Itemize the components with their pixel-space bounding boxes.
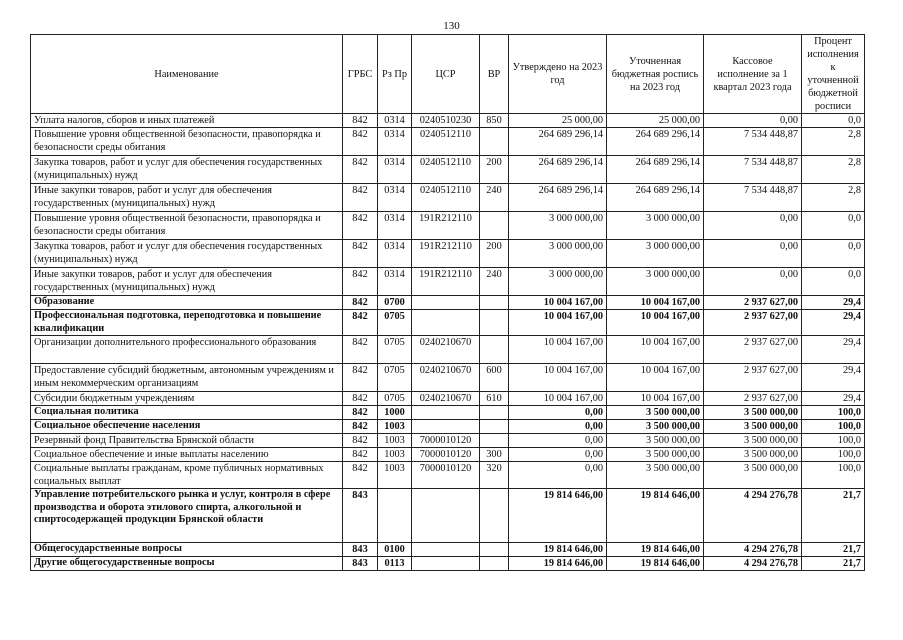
cell-rzpr: 0705 <box>378 336 412 364</box>
cell-rzpr: 0700 <box>378 296 412 310</box>
cell-approved: 10 004 167,00 <box>509 392 607 406</box>
cell-csr: 0240210670 <box>412 336 480 364</box>
cell-approved: 3 000 000,00 <box>509 240 607 268</box>
cell-name: Повышение уровня общественной безопасности, правопорядка и безопасности среды обитания <box>31 128 343 156</box>
cell-csr: 0240512110 <box>412 184 480 212</box>
cell-executed: 2 937 627,00 <box>704 392 802 406</box>
cell-revised: 10 004 167,00 <box>607 310 704 336</box>
cell-executed: 3 500 000,00 <box>704 462 802 489</box>
cell-grbs: 842 <box>343 462 378 489</box>
cell-executed: 3 500 000,00 <box>704 448 802 462</box>
cell-vr <box>480 434 509 448</box>
cell-csr: 0240512110 <box>412 156 480 184</box>
table-row <box>31 489 865 543</box>
cell-approved: 0,00 <box>509 434 607 448</box>
cell-percent: 100,0 <box>802 406 865 420</box>
cell-vr <box>480 336 509 364</box>
col-header-csr: ЦСР <box>412 35 480 114</box>
cell-vr: 200 <box>480 156 509 184</box>
cell-name: Другие общегосударственные вопросы <box>31 557 343 571</box>
cell-rzpr: 0314 <box>378 128 412 156</box>
cell-revised: 3 500 000,00 <box>607 406 704 420</box>
cell-csr <box>412 310 480 336</box>
cell-percent: 2,8 <box>802 156 865 184</box>
cell-approved: 19 814 646,00 <box>509 557 607 571</box>
cell-grbs: 842 <box>343 240 378 268</box>
cell-name: Образование <box>31 296 343 310</box>
cell-approved: 0,00 <box>509 462 607 489</box>
cell-rzpr: 1000 <box>378 406 412 420</box>
table-row <box>31 336 865 364</box>
cell-revised: 10 004 167,00 <box>607 392 704 406</box>
cell-percent: 100,0 <box>802 434 865 448</box>
cell-grbs: 842 <box>343 336 378 364</box>
cell-executed: 0,00 <box>704 240 802 268</box>
cell-rzpr: 0314 <box>378 156 412 184</box>
cell-approved: 0,00 <box>509 420 607 434</box>
cell-revised: 19 814 646,00 <box>607 543 704 557</box>
cell-percent: 100,0 <box>802 420 865 434</box>
cell-approved: 3 000 000,00 <box>509 268 607 296</box>
cell-vr: 610 <box>480 392 509 406</box>
table-row <box>31 448 865 462</box>
cell-grbs: 842 <box>343 434 378 448</box>
budget-table <box>30 34 865 571</box>
cell-grbs: 842 <box>343 114 378 128</box>
cell-approved: 10 004 167,00 <box>509 364 607 392</box>
cell-grbs: 843 <box>343 489 378 543</box>
cell-rzpr: 0314 <box>378 114 412 128</box>
cell-vr <box>480 420 509 434</box>
cell-rzpr: 0314 <box>378 268 412 296</box>
cell-executed: 7 534 448,87 <box>704 184 802 212</box>
cell-csr: 7000010120 <box>412 448 480 462</box>
cell-revised: 264 689 296,14 <box>607 184 704 212</box>
cell-revised: 25 000,00 <box>607 114 704 128</box>
cell-rzpr: 1003 <box>378 420 412 434</box>
cell-name: Закупка товаров, работ и услуг для обеспечения государственных (муниципальных) нужд <box>31 240 343 268</box>
cell-csr <box>412 543 480 557</box>
table-row <box>31 156 865 184</box>
cell-executed: 4 294 276,78 <box>704 489 802 543</box>
cell-vr: 300 <box>480 448 509 462</box>
cell-grbs: 842 <box>343 128 378 156</box>
table-row <box>31 212 865 240</box>
cell-name: Социальные выплаты гражданам, кроме публичных нормативных социальных выплат <box>31 462 343 489</box>
cell-executed: 2 937 627,00 <box>704 364 802 392</box>
cell-approved: 264 689 296,14 <box>509 156 607 184</box>
cell-percent: 100,0 <box>802 462 865 489</box>
cell-name: Иные закупки товаров, работ и услуг для обеспечения государственных (муниципальных) нужд <box>31 184 343 212</box>
cell-grbs: 842 <box>343 268 378 296</box>
cell-executed: 4 294 276,78 <box>704 557 802 571</box>
cell-name: Управление потребительского рынка и услуг, контроля в сфере производства и оборота этилового спирта, алкогольной и спиртосодержащей продукции Брянской области <box>31 489 343 543</box>
cell-percent: 29,4 <box>802 392 865 406</box>
cell-approved: 25 000,00 <box>509 114 607 128</box>
cell-percent: 21,7 <box>802 543 865 557</box>
cell-percent: 2,8 <box>802 128 865 156</box>
cell-executed: 2 937 627,00 <box>704 310 802 336</box>
cell-csr: 191R212110 <box>412 212 480 240</box>
cell-csr <box>412 489 480 543</box>
cell-vr: 240 <box>480 268 509 296</box>
cell-grbs: 842 <box>343 406 378 420</box>
cell-revised: 3 000 000,00 <box>607 268 704 296</box>
cell-vr <box>480 557 509 571</box>
col-header-percent: Процент исполнения к уточненной бюджетной росписи <box>802 35 865 114</box>
cell-approved: 10 004 167,00 <box>509 336 607 364</box>
table-row <box>31 543 865 557</box>
cell-approved: 264 689 296,14 <box>509 128 607 156</box>
cell-executed: 7 534 448,87 <box>704 156 802 184</box>
table-row <box>31 114 865 128</box>
cell-name: Профессиональная подготовка, переподготовка и повышение квалификации <box>31 310 343 336</box>
cell-name: Уплата налогов, сборов и иных платежей <box>31 114 343 128</box>
table-row <box>31 128 865 156</box>
cell-grbs: 843 <box>343 543 378 557</box>
cell-executed: 0,00 <box>704 212 802 240</box>
table-row <box>31 268 865 296</box>
cell-revised: 3 500 000,00 <box>607 420 704 434</box>
cell-revised: 3 000 000,00 <box>607 212 704 240</box>
table-row <box>31 364 865 392</box>
cell-percent: 21,7 <box>802 489 865 543</box>
cell-approved: 19 814 646,00 <box>509 543 607 557</box>
cell-grbs: 842 <box>343 156 378 184</box>
cell-name: Социальное обеспечение населения <box>31 420 343 434</box>
cell-percent: 29,4 <box>802 336 865 364</box>
cell-revised: 19 814 646,00 <box>607 489 704 543</box>
cell-vr: 200 <box>480 240 509 268</box>
cell-name: Закупка товаров, работ и услуг для обеспечения государственных (муниципальных) нужд <box>31 156 343 184</box>
table-row <box>31 420 865 434</box>
cell-grbs: 842 <box>343 448 378 462</box>
cell-name: Социальное обеспечение и иные выплаты населению <box>31 448 343 462</box>
cell-approved: 19 814 646,00 <box>509 489 607 543</box>
cell-rzpr: 0314 <box>378 184 412 212</box>
cell-grbs: 842 <box>343 364 378 392</box>
cell-vr: 600 <box>480 364 509 392</box>
cell-csr <box>412 557 480 571</box>
cell-approved: 10 004 167,00 <box>509 296 607 310</box>
cell-vr <box>480 296 509 310</box>
cell-rzpr: 0314 <box>378 240 412 268</box>
header-row <box>31 35 865 114</box>
cell-percent: 100,0 <box>802 448 865 462</box>
cell-revised: 3 500 000,00 <box>607 462 704 489</box>
cell-vr: 850 <box>480 114 509 128</box>
cell-vr <box>480 128 509 156</box>
cell-executed: 2 937 627,00 <box>704 296 802 310</box>
cell-revised: 3 500 000,00 <box>607 434 704 448</box>
cell-csr: 0240210670 <box>412 392 480 406</box>
cell-executed: 0,00 <box>704 114 802 128</box>
cell-percent: 29,4 <box>802 296 865 310</box>
table-row <box>31 557 865 571</box>
cell-approved: 3 000 000,00 <box>509 212 607 240</box>
cell-rzpr: 0314 <box>378 212 412 240</box>
cell-name: Иные закупки товаров, работ и услуг для обеспечения государственных (муниципальных) нужд <box>31 268 343 296</box>
cell-name: Резервный фонд Правительства Брянской области <box>31 434 343 448</box>
cell-vr <box>480 543 509 557</box>
cell-csr: 7000010120 <box>412 462 480 489</box>
cell-name: Социальная политика <box>31 406 343 420</box>
cell-approved: 0,00 <box>509 406 607 420</box>
col-header-name: Наименование <box>31 35 343 114</box>
cell-grbs: 842 <box>343 420 378 434</box>
cell-percent: 0,0 <box>802 240 865 268</box>
col-header-vr: ВР <box>480 35 509 114</box>
cell-revised: 3 500 000,00 <box>607 448 704 462</box>
cell-csr: 191R212110 <box>412 268 480 296</box>
cell-percent: 0,0 <box>802 268 865 296</box>
cell-executed: 3 500 000,00 <box>704 434 802 448</box>
cell-rzpr: 1003 <box>378 434 412 448</box>
cell-executed: 0,00 <box>704 268 802 296</box>
table-row <box>31 434 865 448</box>
cell-revised: 3 000 000,00 <box>607 240 704 268</box>
cell-percent: 29,4 <box>802 364 865 392</box>
cell-revised: 264 689 296,14 <box>607 156 704 184</box>
cell-vr <box>480 310 509 336</box>
cell-name: Общегосударственные вопросы <box>31 543 343 557</box>
cell-vr <box>480 406 509 420</box>
cell-name: Предоставление субсидий бюджетным, автономным учреждениям и иным некоммерческим организациям <box>31 364 343 392</box>
cell-csr: 0240512110 <box>412 128 480 156</box>
cell-grbs: 842 <box>343 184 378 212</box>
cell-rzpr: 1003 <box>378 462 412 489</box>
col-header-executed: Кассовое исполнение за 1 квартал 2023 года <box>704 35 802 114</box>
cell-csr <box>412 296 480 310</box>
cell-name: Повышение уровня общественной безопасности, правопорядка и безопасности среды обитания <box>31 212 343 240</box>
cell-executed: 4 294 276,78 <box>704 543 802 557</box>
table-row <box>31 406 865 420</box>
cell-rzpr: 1003 <box>378 448 412 462</box>
cell-vr <box>480 212 509 240</box>
cell-executed: 2 937 627,00 <box>704 336 802 364</box>
cell-grbs: 842 <box>343 296 378 310</box>
cell-revised: 10 004 167,00 <box>607 296 704 310</box>
col-header-grbs: ГРБС <box>343 35 378 114</box>
cell-name: Организации дополнительного профессионального образования <box>31 336 343 364</box>
table-row <box>31 462 865 489</box>
cell-grbs: 842 <box>343 310 378 336</box>
cell-name: Субсидии бюджетным учреждениям <box>31 392 343 406</box>
cell-csr: 0240510230 <box>412 114 480 128</box>
cell-grbs: 843 <box>343 557 378 571</box>
cell-rzpr: 0113 <box>378 557 412 571</box>
cell-csr: 191R212110 <box>412 240 480 268</box>
cell-grbs: 842 <box>343 212 378 240</box>
table-row <box>31 296 865 310</box>
cell-grbs: 842 <box>343 392 378 406</box>
cell-executed: 7 534 448,87 <box>704 128 802 156</box>
cell-revised: 19 814 646,00 <box>607 557 704 571</box>
cell-percent: 0,0 <box>802 212 865 240</box>
cell-approved: 10 004 167,00 <box>509 310 607 336</box>
cell-executed: 3 500 000,00 <box>704 406 802 420</box>
cell-vr <box>480 489 509 543</box>
cell-csr: 0240210670 <box>412 364 480 392</box>
table-row <box>31 184 865 212</box>
cell-percent: 0,0 <box>802 114 865 128</box>
cell-rzpr: 0705 <box>378 310 412 336</box>
cell-csr <box>412 420 480 434</box>
table-row <box>31 392 865 406</box>
cell-vr: 320 <box>480 462 509 489</box>
cell-approved: 0,00 <box>509 448 607 462</box>
cell-rzpr: 0705 <box>378 364 412 392</box>
cell-rzpr: 0100 <box>378 543 412 557</box>
cell-executed: 3 500 000,00 <box>704 420 802 434</box>
page-number: 130 <box>443 20 460 32</box>
col-header-rzpr: Рз Пр <box>378 35 412 114</box>
cell-rzpr <box>378 489 412 543</box>
cell-percent: 21,7 <box>802 557 865 571</box>
cell-approved: 264 689 296,14 <box>509 184 607 212</box>
cell-vr: 240 <box>480 184 509 212</box>
cell-revised: 10 004 167,00 <box>607 336 704 364</box>
table-row <box>31 240 865 268</box>
col-header-approved: Утверждено на 2023 год <box>509 35 607 114</box>
cell-rzpr: 0705 <box>378 392 412 406</box>
cell-percent: 2,8 <box>802 184 865 212</box>
cell-revised: 10 004 167,00 <box>607 364 704 392</box>
cell-csr <box>412 406 480 420</box>
cell-revised: 264 689 296,14 <box>607 128 704 156</box>
cell-percent: 29,4 <box>802 310 865 336</box>
col-header-revised: Уточненная бюджетная роспись на 2023 год <box>607 35 704 114</box>
cell-csr: 7000010120 <box>412 434 480 448</box>
table-row <box>31 310 865 336</box>
